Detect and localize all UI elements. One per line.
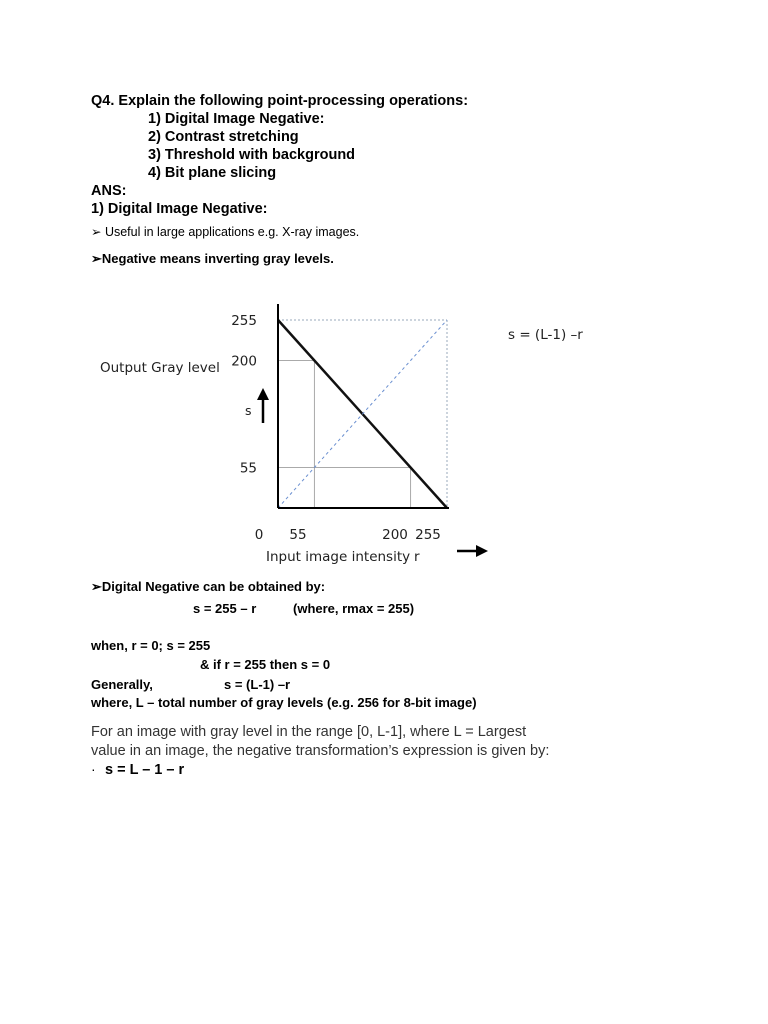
question-item: 2) Contrast stretching <box>148 129 299 145</box>
x-axis-symbol: r <box>414 549 420 565</box>
y-tick-label: 55 <box>239 460 257 477</box>
x-tick-label: 255 <box>415 527 441 543</box>
right-arrow-icon <box>476 545 488 557</box>
x-axis-label: Input image intensity <box>266 549 411 565</box>
if-line: & if r = 255 then s = 0 <box>200 657 331 672</box>
equation: s = 255 – r <box>193 601 257 616</box>
y-axis-label: Output Gray level <box>100 360 220 376</box>
question-item: 1) Digital Image Negative: <box>148 111 325 127</box>
bullet-point: ➢ Useful in large applications e.g. X-ray images. <box>91 225 360 239</box>
closing-line: value in an image, the negative transformation’s expression is given by: <box>91 743 550 759</box>
equation-note: (where, rmax = 255) <box>293 601 415 616</box>
negative-transform-chart <box>0 280 768 580</box>
x-tick-label: 0 <box>254 527 264 543</box>
bullet-point: ➢Negative means inverting gray levels. <box>91 251 334 266</box>
when-line: when, r = 0; s = 255 <box>91 638 211 653</box>
generally-formula: s = (L-1) –r <box>224 677 291 692</box>
up-arrow-icon <box>257 388 269 400</box>
closing-line: For an image with gray level in the range [0, L-1], where L = Largest <box>91 724 527 740</box>
formula-label: s = (L-1) –r <box>508 327 583 343</box>
section-heading: 1) Digital Image Negative: <box>91 201 268 217</box>
question-title: Q4. Explain the following point-processing operations: <box>91 93 469 109</box>
question-item: 3) Threshold with background <box>148 147 356 163</box>
y-tick-label: 255 <box>231 313 257 329</box>
closing-formula: s = L – 1 – r <box>105 762 185 778</box>
question-item: 4) Bit plane slicing <box>148 165 277 181</box>
x-tick-label: 55 <box>289 527 307 543</box>
y-tick-label: 200 <box>231 353 257 370</box>
bullet-dot: · <box>91 761 96 777</box>
derivation-intro: ➢Digital Negative can be obtained by: <box>91 579 326 594</box>
y-axis-symbol: s <box>245 403 252 418</box>
answer-label: ANS: <box>91 183 127 199</box>
x-tick-label: 200 <box>382 527 408 543</box>
where-line: where, L – total number of gray levels (e.g. 256 for 8-bit image) <box>91 695 477 710</box>
generally-label: Generally, <box>91 677 153 692</box>
